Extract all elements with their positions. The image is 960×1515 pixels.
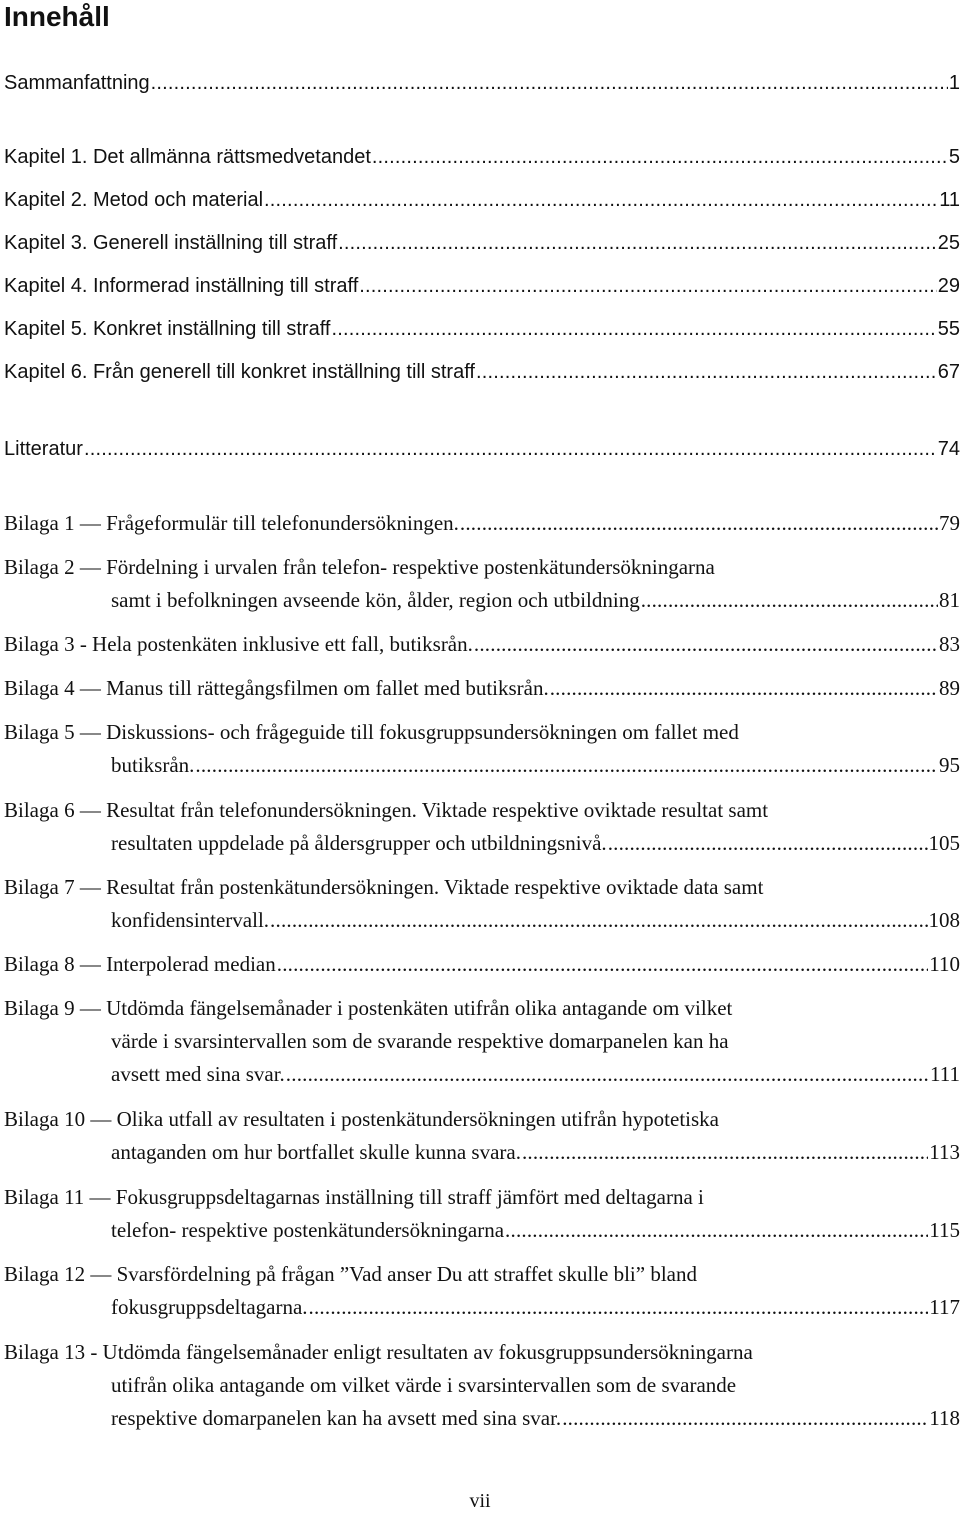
page-ref: 5 xyxy=(948,146,960,168)
leader-dots xyxy=(151,67,948,100)
entry-label: Bilaga 3 - Hela postenkäten inklusive ett fall, butiksrån. xyxy=(4,632,473,656)
toc-entry-bilaga-9[interactable] xyxy=(4,992,960,1091)
page-ref: 29 xyxy=(937,275,960,297)
leader-dots xyxy=(359,270,937,303)
page-ref: 111 xyxy=(930,1062,960,1086)
leader-dots xyxy=(309,1291,929,1324)
leader-dots xyxy=(641,584,938,617)
page-ref: 105 xyxy=(928,831,960,855)
toc-entry-litteratur[interactable] xyxy=(4,433,960,466)
toc-entry-sammanfattning[interactable] xyxy=(4,67,960,100)
page-ref: 117 xyxy=(929,1295,960,1319)
entry-label-cont: antaganden om hur bortfallet skulle kunna svara. xyxy=(111,1140,521,1164)
entry-label: Bilaga 1 — Frågeformulär till telefonundersökningen. xyxy=(4,511,459,535)
leader-dots xyxy=(476,356,937,389)
leader-dots xyxy=(372,141,948,174)
entry-label: Bilaga 2 — Fördelning i urvalen från telefon- respektive postenkätundersökningarna xyxy=(4,555,715,579)
entry-label-cont: avsett med sina svar. xyxy=(111,1062,285,1086)
page-ref: 74 xyxy=(937,438,960,460)
toc-entry-bilaga-6[interactable] xyxy=(4,794,960,860)
leader-dots xyxy=(608,827,928,860)
toc-entry-kapitel-1[interactable] xyxy=(4,141,960,174)
leader-dots xyxy=(270,904,927,937)
page-ref: 110 xyxy=(929,952,960,976)
toc-entry-bilaga-12[interactable] xyxy=(4,1258,960,1324)
entry-label-cont: samt i befolkningen avseende kön, ålder, region och utbildning xyxy=(111,588,640,612)
entry-label-cont: resultaten uppdelade på åldersgrupper och utbildningsnivå. xyxy=(111,831,607,855)
leader-dots xyxy=(460,507,938,540)
leader-dots xyxy=(505,1214,928,1247)
toc-entry-bilaga-4[interactable] xyxy=(4,672,960,705)
toc-entry-bilaga-2[interactable] xyxy=(4,551,960,617)
leader-dots xyxy=(474,628,938,661)
leader-dots xyxy=(562,1402,928,1435)
entry-label-cont: värde i svarsintervallen som de svarande respektive domarpanelen kan ha xyxy=(111,1029,729,1053)
entry-label-cont: utifrån olika antagande om vilket värde i svarsintervallen som de svarande xyxy=(111,1373,737,1397)
toc-entry-bilaga-10[interactable] xyxy=(4,1103,960,1169)
entry-label: Bilaga 7 — Resultat från postenkätundersökningen. Viktade respektive oviktade data samt xyxy=(4,875,764,899)
entry-label: Bilaga 8 — Interpolerad median xyxy=(4,952,276,976)
entry-label: Kapitel 3. Generell inställning till straff xyxy=(4,232,338,254)
toc-entry-bilaga-1[interactable] xyxy=(4,507,960,540)
page-ref: 108 xyxy=(928,908,960,932)
toc-entry-kapitel-5[interactable] xyxy=(4,313,960,346)
toc-entry-bilaga-7[interactable] xyxy=(4,871,960,937)
page-ref: 55 xyxy=(937,318,960,340)
leader-dots xyxy=(84,433,937,466)
entry-label: Bilaga 12 — Svarsfördelning på frågan ”Vad anser Du att straffet skulle bli” bland xyxy=(4,1262,697,1286)
entry-label: Bilaga 11 — Fokusgruppsdeltagarnas inställning till straff jämfört med deltagarna i xyxy=(4,1185,704,1209)
entry-label: Kapitel 2. Metod och material xyxy=(4,189,264,211)
entry-label: Sammanfattning xyxy=(4,72,150,94)
page-ref: 25 xyxy=(937,232,960,254)
leader-dots xyxy=(277,948,929,981)
toc-entry-kapitel-4[interactable] xyxy=(4,270,960,303)
toc-entry-kapitel-6[interactable] xyxy=(4,356,960,389)
leader-dots xyxy=(195,749,938,782)
entry-label: Bilaga 6 — Resultat från telefonundersökningen. Viktade respektive oviktade resultat samt xyxy=(4,798,769,822)
leader-dots xyxy=(550,672,938,705)
toc-entry-kapitel-2[interactable] xyxy=(4,184,960,217)
leader-dots xyxy=(264,184,938,217)
entry-label-cont: telefon- respektive postenkätundersökningarna xyxy=(111,1218,505,1242)
entry-label: Kapitel 5. Konkret inställning till straff xyxy=(4,318,331,340)
leader-dots xyxy=(331,313,936,346)
entry-label: Bilaga 4 — Manus till rättegångsfilmen om fallet med butiksrån. xyxy=(4,676,549,700)
entry-label-cont: konfidensintervall. xyxy=(111,908,270,932)
toc-entry-bilaga-13[interactable] xyxy=(4,1336,960,1435)
toc-entry-bilaga-8[interactable] xyxy=(4,948,960,981)
leader-dots xyxy=(338,227,937,260)
entry-label: Kapitel 4. Informerad inställning till straff xyxy=(4,275,359,297)
page-ref: 115 xyxy=(929,1218,960,1242)
page-ref: 95 xyxy=(939,753,960,777)
toc-entry-bilaga-11[interactable] xyxy=(4,1181,960,1247)
page-ref: 83 xyxy=(939,632,960,656)
entry-label: Bilaga 5 — Diskussions- och frågeguide till fokusgruppsundersökningen om fallet med xyxy=(4,720,739,744)
page-ref: 81 xyxy=(939,588,960,612)
toc-entry-bilaga-3[interactable] xyxy=(4,628,960,661)
page-ref: 11 xyxy=(939,189,960,211)
toc-entry-bilaga-5[interactable] xyxy=(4,716,960,782)
leader-dots xyxy=(286,1058,929,1091)
entry-label: Bilaga 13 - Utdömda fängelsemånader enligt resultaten av fokusgruppsundersökningarna xyxy=(4,1340,753,1364)
page-ref: 79 xyxy=(939,511,960,535)
entry-label: Bilaga 10 — Olika utfall av resultaten i postenkätundersökningen utifrån hypotetiska xyxy=(4,1107,719,1131)
page-ref: 89 xyxy=(939,676,960,700)
page-ref: 113 xyxy=(929,1140,960,1164)
entry-label: Kapitel 1. Det allmänna rättsmedvetandet xyxy=(4,146,371,168)
entry-label-cont: fokusgruppsdeltagarna. xyxy=(111,1295,308,1319)
page-title: Innehåll xyxy=(4,1,110,32)
entry-label-cont: respektive domarpanelen kan ha avsett med sina svar. xyxy=(111,1406,562,1430)
page-ref: 1 xyxy=(948,72,960,94)
entry-label: Bilaga 9 — Utdömda fängelsemånader i postenkäten utifrån olika antagande om vilket xyxy=(4,996,733,1020)
page-ref: 118 xyxy=(929,1406,960,1430)
leader-dots xyxy=(522,1136,928,1169)
entry-label: Litteratur xyxy=(4,438,83,460)
page-ref: 67 xyxy=(937,361,960,383)
entry-label: Kapitel 6. Från generell till konkret inställning till straff xyxy=(4,361,475,383)
entry-label-cont: butiksrån. xyxy=(111,753,195,777)
page-number: vii xyxy=(469,1490,491,1512)
toc-entry-kapitel-3[interactable] xyxy=(4,227,960,260)
